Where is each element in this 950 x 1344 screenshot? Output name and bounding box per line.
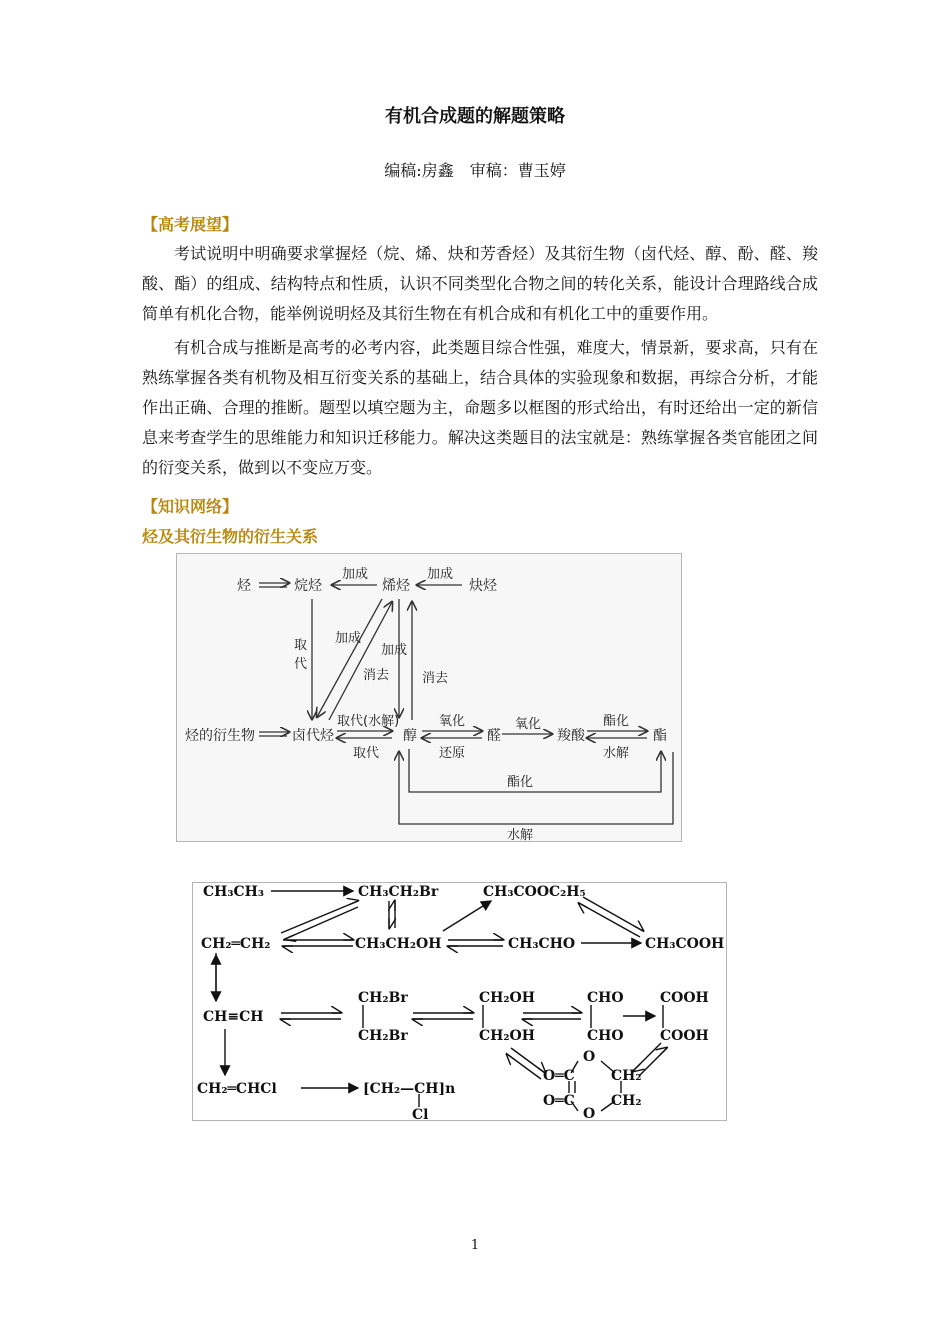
polymer-chlorine: Cl bbox=[412, 1107, 429, 1120]
polyvinyl-chloride: [CH₂—CH]n bbox=[363, 1081, 456, 1097]
label-oxidation-1: 氧化 bbox=[439, 714, 466, 729]
label-elim-1: 消去 bbox=[363, 668, 390, 683]
node-alkyne: 炔烃 bbox=[469, 578, 497, 594]
acetic-acid: CH₃COOH bbox=[645, 936, 725, 952]
label-elim-2: 消去 bbox=[422, 671, 449, 686]
acetylene: CH≡CH bbox=[203, 1009, 264, 1025]
oxalic-bottom: COOH bbox=[660, 1028, 709, 1044]
label-hydrolysis-1: 水解 bbox=[603, 746, 630, 761]
outlook-heading: 【高考展望】 bbox=[142, 215, 239, 234]
node-aldehyde: 醛 bbox=[487, 728, 501, 744]
ethanol: CH₃CH₂OH bbox=[355, 936, 442, 952]
label-add-4: 加成 bbox=[381, 643, 408, 658]
ring-oxygen-bottom: O bbox=[583, 1106, 596, 1120]
label-subst: 取代 bbox=[353, 746, 380, 761]
label-add-1: 加成 bbox=[342, 567, 369, 582]
node-alkane: 烷烃 bbox=[294, 578, 322, 594]
label-esterify-2: 酯化 bbox=[507, 775, 534, 790]
node-ester: 酯 bbox=[653, 728, 667, 744]
dibromoethane-bottom: CH₂Br bbox=[358, 1028, 408, 1044]
label-reduction: 还原 bbox=[439, 746, 466, 761]
oxalic-top: COOH bbox=[660, 990, 709, 1006]
page-title: 有机合成题的解题策略 bbox=[385, 106, 565, 127]
node-alkene: 烯烃 bbox=[382, 578, 410, 594]
dibromoethane-top: CH₂Br bbox=[358, 990, 408, 1006]
relation-heading: 烃及其衍生物的衍生关系 bbox=[142, 527, 319, 546]
label-add-3: 加成 bbox=[335, 631, 362, 646]
glycol-bottom: CH₂OH bbox=[479, 1028, 535, 1044]
label-subst-v2: 代 bbox=[294, 657, 308, 672]
relation-diagram-svg bbox=[177, 554, 681, 841]
relation-diagram bbox=[176, 553, 682, 842]
label-hydrolysis-2: 水解 bbox=[507, 828, 534, 841]
label-add-2: 加成 bbox=[427, 567, 454, 582]
label-esterify-1: 酯化 bbox=[603, 714, 630, 729]
authors-line: 编稿:房鑫 审稿：曹玉婷 bbox=[384, 161, 566, 180]
ring-carbonyl-top: O═C bbox=[543, 1068, 575, 1084]
glycol-top: CH₂OH bbox=[479, 990, 535, 1006]
acetaldehyde: CH₃CHO bbox=[508, 936, 576, 952]
outlook-paragraph-1: 考试说明中明确要求掌握烃（烷、烯、炔和芳香烃）及其衍生物（卤代烃、醇、酚、醛、羧酸、酯）的组成、结构特点和性质，认识不同类型化合物之间的转化关系，能设计合理路线合成简单有机化合物，能举例说明烃及其衍生物在有机合成和有机化工中的重要作用。 bbox=[142, 244, 818, 323]
label-subst-hydrolysis: 取代(水解) bbox=[337, 714, 400, 729]
node-acid: 羧酸 bbox=[557, 728, 585, 744]
node-haloalkane: 卤代烃 bbox=[292, 728, 334, 744]
bromoethane: CH₃CH₂Br bbox=[358, 884, 439, 900]
label-oxidation-2: 氧化 bbox=[515, 717, 542, 732]
node-alcohol: 醇 bbox=[403, 728, 417, 744]
ethyl-acetate: CH₃COOC₂H₅ bbox=[483, 884, 586, 900]
ethylene: CH₂═CH₂ bbox=[201, 936, 271, 952]
ethane: CH₃CH₃ bbox=[203, 884, 265, 900]
ring-methylene-top: CH₂ bbox=[611, 1068, 642, 1084]
ring-oxygen-top: O bbox=[583, 1049, 596, 1065]
page-number: 1 bbox=[470, 1238, 480, 1253]
glyoxal-bottom: CHO bbox=[587, 1028, 624, 1044]
glyoxal-top: CHO bbox=[587, 990, 624, 1006]
network-heading: 【知识网络】 bbox=[142, 497, 239, 516]
ring-methylene-bottom: CH₂ bbox=[611, 1093, 642, 1109]
ring-carbonyl-bottom: O═C bbox=[543, 1093, 575, 1109]
node-hydrocarbon: 烃 bbox=[237, 578, 251, 594]
node-derivatives: 烃的衍生物 bbox=[185, 728, 255, 744]
vinyl-chloride: CH₂═CHCl bbox=[197, 1081, 277, 1097]
outlook-paragraph-2: 有机合成与推断是高考的必考内容，此类题目综合性强，难度大，情景新，要求高，只有在熟练掌握各类有机物及相互衍变关系的基础上，结合具体的实验现象和数据，再综合分析，才能作出正确、合理的推断。题型以填空题为主，命题多以框图的形式给出，有时还给出一定的新信息来考查学生的思维能力和知识迁移能力。解决这类题目的法宝就是：熟练掌握各类官能团之间的衍变关系，做到以不变应万变。 bbox=[142, 338, 818, 477]
compound-diagram bbox=[192, 882, 727, 1121]
compound-diagram-svg bbox=[193, 883, 726, 1120]
label-subst-v1: 取 bbox=[294, 638, 308, 653]
